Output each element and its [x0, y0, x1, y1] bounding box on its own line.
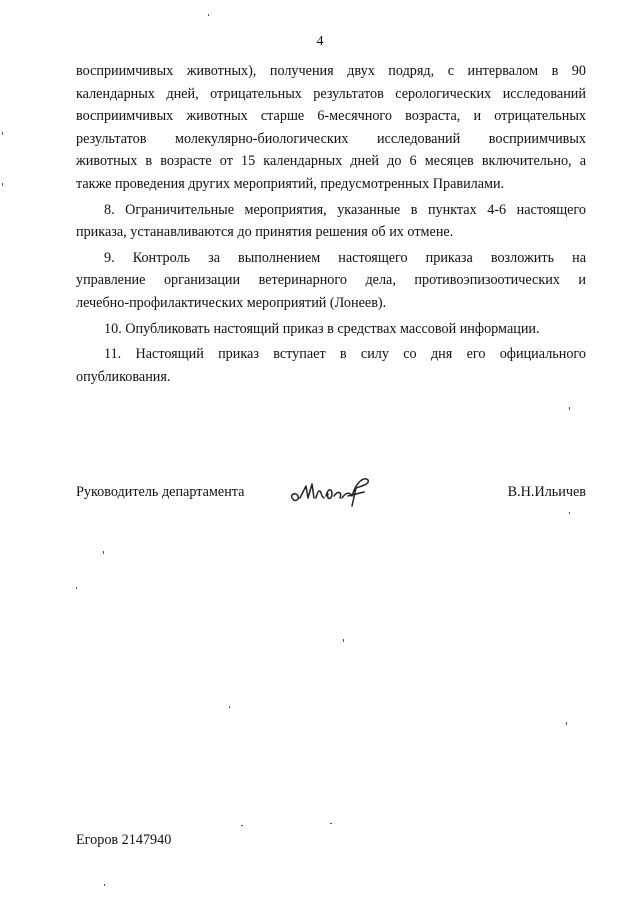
page-number: 4 [316, 34, 324, 49]
scan-speck [241, 825, 243, 826]
scan-speck [343, 639, 344, 642]
signatory-name: В.Н.Ильичев [507, 484, 586, 500]
paragraph-line: лечебно-профилактических мероприятий (Лонеев). [76, 294, 387, 311]
paragraph-line: восприимчивых животных старше 6-месячного возраста, и отрицательных [76, 108, 586, 125]
scan-speck [566, 722, 567, 725]
scan-speck [2, 132, 3, 135]
author-note: Егоров 2147940 [76, 832, 172, 848]
signatory-title: Руководитель департамента [76, 484, 245, 500]
paragraph-line: календарных дней, отрицательных результатов серологических исследований [76, 85, 586, 102]
paragraph-line: управление организации ветеринарного дела, противоэпизоотических и [76, 272, 586, 289]
paragraph-line: результатов молекулярно-биологических исследований восприимчивых [76, 130, 586, 147]
paragraph-line: восприимчивых животных), получения двух подряд, с интервалом в 90 [76, 63, 586, 79]
scan-speck [569, 512, 570, 514]
scan-speck [2, 183, 3, 186]
document-body [76, 60, 586, 388]
paragraph-line: 8. Ограничительные мероприятия, указанные в пунктах 4-6 настоящего [104, 201, 586, 218]
scan-speck [103, 551, 104, 554]
scan-speck [76, 587, 77, 589]
scan-speck [569, 407, 570, 410]
handwritten-signature [286, 472, 386, 512]
paragraph-line: приказа, устанавливаются до принятия решения об их отмене. [76, 224, 454, 241]
paragraph-line: 11. Настоящий приказ вступает в силу со дня его официального [104, 346, 586, 363]
scan-speck [104, 884, 105, 886]
paragraph-line: также проведения других мероприятий, предусмотренных Правилами. [76, 175, 505, 192]
paragraph-line: 9. Контроль за выполнением настоящего приказа возложить на [104, 249, 586, 266]
paragraph-line: 10. Опубликовать настоящий приказ в средствах массовой информации. [104, 320, 540, 337]
paragraph-line: животных в возрасте от 15 календарных дней до 6 месяцев включительно, а [76, 153, 586, 170]
scan-speck [208, 14, 209, 16]
signature-block [76, 484, 586, 506]
scan-speck [229, 706, 230, 708]
paragraph-line: опубликования. [76, 368, 171, 385]
scan-speck [330, 823, 332, 824]
